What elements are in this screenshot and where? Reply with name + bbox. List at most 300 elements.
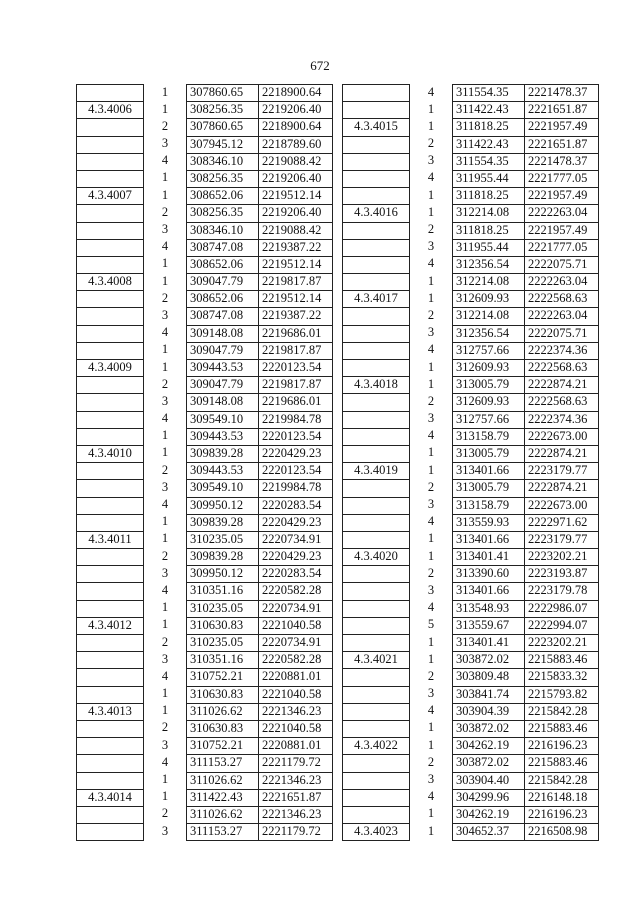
parcel-id-cell	[77, 806, 144, 823]
parcel-id-cell	[77, 772, 144, 789]
point-number-cell: 1	[161, 686, 169, 701]
y-coordinate-cell: 2222673.00	[525, 428, 599, 445]
x-coordinate-cell: 313559.67	[453, 617, 525, 634]
y-coordinate-cell: 2220429.23	[259, 549, 333, 566]
table-row	[77, 136, 333, 153]
table-row	[77, 342, 333, 359]
parcel-id-cell: 4.3.4018	[343, 377, 410, 394]
y-coordinate-cell: 2216148.18	[525, 789, 599, 806]
parcel-id-cell	[343, 480, 410, 497]
table-row	[343, 772, 599, 789]
y-coordinate-cell: 2215793.82	[525, 686, 599, 703]
x-coordinate-cell: 303872.02	[453, 755, 525, 772]
y-coordinate-cell: 2220283.54	[259, 497, 333, 514]
table-row	[77, 669, 333, 686]
point-number-cell: 1	[161, 101, 169, 116]
parcel-id-cell	[343, 85, 410, 102]
table-row	[343, 377, 599, 394]
x-coordinate-cell: 310351.16	[187, 652, 259, 669]
y-coordinate-cell: 2221957.49	[525, 188, 599, 205]
point-number-cell: 2	[427, 222, 435, 236]
x-coordinate-cell: 303904.40	[453, 772, 525, 789]
x-coordinate-cell: 313401.66	[453, 583, 525, 600]
x-coordinate-cell: 312757.66	[453, 411, 525, 428]
point-number-cell: 3	[427, 582, 435, 597]
parcel-id-cell	[343, 703, 410, 720]
parcel-id-cell: 4.3.4021	[343, 652, 410, 669]
parcel-id-cell	[343, 755, 410, 772]
point-number-cell: 2	[161, 806, 169, 821]
parcel-id-cell	[343, 686, 410, 703]
y-coordinate-cell: 2219686.01	[259, 394, 333, 411]
point-number-cell: 2	[161, 634, 169, 649]
point-number-cell: 2	[427, 668, 435, 683]
parcel-id-cell	[77, 119, 144, 136]
table-row	[77, 549, 333, 566]
table-row	[77, 806, 333, 823]
parcel-id-cell	[343, 274, 410, 291]
parcel-id-cell	[343, 669, 410, 686]
table-row	[77, 531, 333, 548]
table-row	[343, 256, 599, 273]
y-coordinate-cell: 2219387.22	[259, 308, 333, 325]
table-row	[343, 824, 599, 841]
parcel-id-cell	[343, 635, 410, 652]
x-coordinate-cell: 311818.25	[453, 119, 525, 136]
parcel-id-cell	[343, 566, 410, 583]
table-row	[77, 428, 333, 445]
x-coordinate-cell: 309443.53	[187, 463, 259, 480]
x-coordinate-cell: 312757.66	[453, 342, 525, 359]
table-row	[77, 170, 333, 187]
table-row	[343, 394, 599, 411]
point-number-cell: 3	[427, 411, 435, 426]
x-coordinate-cell: 313401.66	[453, 531, 525, 548]
parcel-id-cell	[343, 497, 410, 514]
table-row	[77, 686, 333, 703]
parcel-id-cell	[77, 377, 144, 394]
point-number-cell: 2	[161, 118, 169, 133]
parcel-id-cell	[343, 600, 410, 617]
table-row	[77, 188, 333, 205]
y-coordinate-cell: 2221651.87	[525, 102, 599, 119]
x-coordinate-cell: 309047.79	[187, 274, 259, 291]
table-row	[343, 188, 599, 205]
y-coordinate-cell: 2220429.23	[259, 514, 333, 531]
y-coordinate-cell: 2219206.40	[259, 170, 333, 187]
y-coordinate-cell: 2222874.21	[525, 445, 599, 462]
x-coordinate-cell: 311026.62	[187, 772, 259, 789]
x-coordinate-cell: 309839.28	[187, 514, 259, 531]
table-row	[343, 600, 599, 617]
table-row	[343, 549, 599, 566]
table-row	[77, 308, 333, 325]
x-coordinate-cell: 310630.83	[187, 686, 259, 703]
x-coordinate-cell: 303809.48	[453, 669, 525, 686]
x-coordinate-cell: 313559.93	[453, 514, 525, 531]
x-coordinate-cell: 311422.43	[453, 102, 525, 119]
y-coordinate-cell: 2223179.78	[525, 583, 599, 600]
parcel-id-cell	[77, 824, 144, 841]
y-coordinate-cell: 2221346.23	[259, 806, 333, 823]
point-number-cell: 3	[427, 325, 435, 340]
point-number-cell: 3	[427, 153, 435, 168]
table-row	[343, 669, 599, 686]
x-coordinate-cell: 304652.37	[453, 824, 525, 841]
y-coordinate-cell: 2219817.87	[259, 342, 333, 359]
table-row	[343, 325, 599, 342]
point-number-cell: 1	[427, 634, 435, 649]
parcel-id-cell	[77, 738, 144, 755]
y-coordinate-cell: 2222374.36	[525, 411, 599, 428]
parcel-id-cell	[343, 531, 410, 548]
parcel-id-cell: 4.3.4011	[77, 531, 144, 548]
y-coordinate-cell: 2222971.62	[525, 514, 599, 531]
y-coordinate-cell: 2219512.14	[259, 256, 333, 273]
point-number-cell: 4	[427, 703, 435, 718]
parcel-id-cell	[77, 497, 144, 514]
table-row	[343, 806, 599, 823]
parcel-id-cell	[77, 463, 144, 480]
point-number-cell: 1	[161, 445, 169, 460]
y-coordinate-cell: 2218900.64	[259, 85, 333, 102]
point-number-cell: 1	[427, 118, 435, 133]
y-coordinate-cell: 2222374.36	[525, 342, 599, 359]
y-coordinate-cell: 2218900.64	[259, 119, 333, 136]
table-row	[343, 635, 599, 652]
table-row	[343, 411, 599, 428]
x-coordinate-cell: 309443.53	[187, 428, 259, 445]
parcel-id-cell	[77, 291, 144, 308]
table-row	[343, 136, 599, 153]
x-coordinate-cell: 309549.10	[187, 411, 259, 428]
parcel-id-cell	[77, 136, 144, 153]
parcel-id-cell: 4.3.4010	[77, 445, 144, 462]
parcel-id-cell	[343, 360, 410, 377]
table-row	[77, 325, 333, 342]
point-number-cell: 3	[427, 686, 435, 701]
table-row	[77, 789, 333, 806]
x-coordinate-cell: 311818.25	[453, 188, 525, 205]
table-row	[343, 583, 599, 600]
point-number-cell: 2	[427, 479, 435, 494]
y-coordinate-cell: 2222075.71	[525, 256, 599, 273]
point-number-cell: 4	[161, 668, 169, 683]
parcel-id-cell	[343, 806, 410, 823]
point-number-cell: 1	[161, 428, 169, 443]
table-row	[343, 85, 599, 102]
x-coordinate-cell: 312214.08	[453, 308, 525, 325]
x-coordinate-cell: 311026.62	[187, 806, 259, 823]
y-coordinate-cell: 2220283.54	[259, 566, 333, 583]
point-number-cell: 1	[427, 290, 435, 305]
x-coordinate-cell: 303872.02	[453, 720, 525, 737]
table-row	[77, 463, 333, 480]
x-coordinate-cell: 313401.41	[453, 549, 525, 566]
page-number: 672	[310, 58, 330, 73]
parcel-id-cell	[77, 222, 144, 239]
table-row	[77, 635, 333, 652]
table-row	[343, 445, 599, 462]
table-row	[77, 824, 333, 841]
point-number-cell: 1	[161, 600, 169, 615]
point-number-cell: 4	[161, 325, 169, 340]
parcel-id-cell: 4.3.4019	[343, 463, 410, 480]
x-coordinate-cell: 308256.35	[187, 205, 259, 222]
parcel-id-cell	[77, 153, 144, 170]
parcel-id-cell	[77, 583, 144, 600]
parcel-id-cell	[343, 720, 410, 737]
y-coordinate-cell: 2221651.87	[525, 136, 599, 153]
x-coordinate-cell: 311153.27	[187, 824, 259, 841]
y-coordinate-cell: 2215842.28	[525, 703, 599, 720]
x-coordinate-cell: 312214.08	[453, 274, 525, 291]
parcel-id-cell: 4.3.4006	[77, 102, 144, 119]
x-coordinate-cell: 311955.44	[453, 170, 525, 187]
point-number-cell: 1	[427, 548, 435, 563]
parcel-id-cell	[77, 205, 144, 222]
point-number-cell: 4	[161, 497, 169, 511]
y-coordinate-cell: 2221777.05	[525, 239, 599, 256]
table-row	[343, 222, 599, 239]
point-number-cell: 3	[161, 823, 169, 838]
y-coordinate-cell: 2223193.87	[525, 566, 599, 583]
parcel-id-cell	[343, 256, 410, 273]
y-coordinate-cell: 2222994.07	[525, 617, 599, 634]
table-row	[343, 514, 599, 531]
point-number-cell: 1	[427, 359, 435, 374]
x-coordinate-cell: 311554.35	[453, 85, 525, 102]
point-number-cell: 3	[427, 239, 435, 254]
x-coordinate-cell: 304299.96	[453, 789, 525, 806]
x-coordinate-cell: 313158.79	[453, 497, 525, 514]
y-coordinate-cell: 2222874.21	[525, 377, 599, 394]
y-coordinate-cell: 2222568.63	[525, 360, 599, 377]
x-coordinate-cell: 309148.08	[187, 394, 259, 411]
table-row	[343, 360, 599, 377]
parcel-id-cell	[77, 652, 144, 669]
point-number-cell: 2	[161, 548, 169, 563]
parcel-id-cell	[343, 411, 410, 428]
parcel-id-cell	[343, 583, 410, 600]
x-coordinate-cell: 308652.06	[187, 291, 259, 308]
y-coordinate-cell: 2218789.60	[259, 136, 333, 153]
parcel-id-cell	[343, 342, 410, 359]
x-coordinate-cell: 304262.19	[453, 738, 525, 755]
point-number-cell: 1	[427, 737, 435, 752]
point-number-cell: 2	[427, 307, 435, 322]
y-coordinate-cell: 2220429.23	[259, 445, 333, 462]
point-number-cell: 4	[161, 411, 169, 426]
point-number-cell: 4	[161, 239, 169, 254]
table-row	[77, 411, 333, 428]
y-coordinate-cell: 2221040.58	[259, 617, 333, 634]
point-number-cell: 1	[161, 170, 169, 185]
point-number-cell: 4	[427, 84, 435, 99]
x-coordinate-cell: 309047.79	[187, 377, 259, 394]
y-coordinate-cell: 2222263.04	[525, 205, 599, 222]
point-number-cell: 4	[161, 153, 169, 168]
parcel-id-cell	[343, 325, 410, 342]
x-coordinate-cell: 304262.19	[453, 806, 525, 823]
table-row	[343, 531, 599, 548]
x-coordinate-cell: 312356.54	[453, 256, 525, 273]
table-row	[77, 755, 333, 772]
parcel-id-cell: 4.3.4009	[77, 360, 144, 377]
x-coordinate-cell: 309839.28	[187, 549, 259, 566]
x-coordinate-cell: 309443.53	[187, 360, 259, 377]
point-number-cell: 1	[427, 823, 435, 838]
x-coordinate-cell: 308652.06	[187, 188, 259, 205]
parcel-id-cell: 4.3.4007	[77, 188, 144, 205]
y-coordinate-cell: 2220123.54	[259, 428, 333, 445]
point-number-cell: 1	[427, 273, 435, 288]
table-row	[77, 102, 333, 119]
coordinates-table-right	[342, 84, 599, 841]
table-row	[77, 583, 333, 600]
point-number-cell: 3	[161, 393, 169, 408]
point-number-cell: 1	[161, 617, 169, 632]
y-coordinate-cell: 2222874.21	[525, 480, 599, 497]
x-coordinate-cell: 310630.83	[187, 617, 259, 634]
parcel-id-cell	[343, 136, 410, 153]
y-coordinate-cell: 2221957.49	[525, 119, 599, 136]
point-number-cell: 4	[427, 514, 435, 529]
x-coordinate-cell: 307860.65	[187, 119, 259, 136]
y-coordinate-cell: 2219206.40	[259, 102, 333, 119]
x-coordinate-cell: 303872.02	[453, 652, 525, 669]
parcel-id-cell	[343, 102, 410, 119]
y-coordinate-cell: 2220123.54	[259, 360, 333, 377]
y-coordinate-cell: 2221040.58	[259, 686, 333, 703]
table-row	[343, 308, 599, 325]
table-row	[343, 652, 599, 669]
y-coordinate-cell: 2223179.77	[525, 463, 599, 480]
table-row	[77, 377, 333, 394]
y-coordinate-cell: 2220582.28	[259, 583, 333, 600]
x-coordinate-cell: 311422.43	[453, 136, 525, 153]
table-row	[343, 239, 599, 256]
x-coordinate-cell: 312609.93	[453, 360, 525, 377]
x-coordinate-cell: 312609.93	[453, 394, 525, 411]
y-coordinate-cell: 2221179.72	[259, 755, 333, 772]
x-coordinate-cell: 310752.21	[187, 738, 259, 755]
table-row	[343, 566, 599, 583]
table-row	[77, 291, 333, 308]
x-coordinate-cell: 308652.06	[187, 256, 259, 273]
y-coordinate-cell: 2223202.21	[525, 635, 599, 652]
point-number-cell: 2	[161, 720, 169, 735]
y-coordinate-cell: 2219206.40	[259, 205, 333, 222]
table-row	[343, 291, 599, 308]
x-coordinate-cell: 308747.08	[187, 308, 259, 325]
table-row	[343, 686, 599, 703]
x-coordinate-cell: 310351.16	[187, 583, 259, 600]
x-coordinate-cell: 310235.05	[187, 531, 259, 548]
point-number-cell: 1	[427, 445, 435, 460]
x-coordinate-cell: 310235.05	[187, 600, 259, 617]
table-row	[343, 428, 599, 445]
table-row	[77, 153, 333, 170]
point-number-cell: 1	[161, 359, 169, 374]
parcel-id-cell	[343, 772, 410, 789]
y-coordinate-cell: 2219512.14	[259, 188, 333, 205]
x-coordinate-cell: 309047.79	[187, 342, 259, 359]
parcel-id-cell	[77, 549, 144, 566]
y-coordinate-cell: 2222568.63	[525, 291, 599, 308]
x-coordinate-cell: 308256.35	[187, 102, 259, 119]
y-coordinate-cell: 2221478.37	[525, 153, 599, 170]
y-coordinate-cell: 2219088.42	[259, 222, 333, 239]
x-coordinate-cell: 313005.79	[453, 377, 525, 394]
point-number-cell: 4	[161, 582, 169, 597]
y-coordinate-cell: 2215883.46	[525, 755, 599, 772]
table-row	[343, 170, 599, 187]
point-number-cell: 4	[427, 428, 435, 443]
y-coordinate-cell: 2222673.00	[525, 497, 599, 514]
parcel-id-cell	[343, 222, 410, 239]
x-coordinate-cell: 312356.54	[453, 325, 525, 342]
table-row	[343, 119, 599, 136]
y-coordinate-cell: 2221040.58	[259, 720, 333, 737]
x-coordinate-cell: 311554.35	[453, 153, 525, 170]
x-coordinate-cell: 311026.62	[187, 703, 259, 720]
x-coordinate-cell: 313401.66	[453, 463, 525, 480]
point-number-cell: 3	[161, 136, 169, 151]
table-row	[343, 617, 599, 634]
point-number-cell: 3	[161, 565, 169, 580]
point-number-cell: 2	[161, 376, 169, 391]
x-coordinate-cell: 310630.83	[187, 720, 259, 737]
table-row	[77, 119, 333, 136]
y-coordinate-cell: 2219817.87	[259, 274, 333, 291]
point-number-cell: 1	[161, 789, 169, 804]
y-coordinate-cell: 2216508.98	[525, 824, 599, 841]
parcel-id-cell: 4.3.4022	[343, 738, 410, 755]
point-number-cell: 3	[161, 479, 169, 494]
point-number-cell: 1	[161, 84, 169, 99]
y-coordinate-cell: 2221346.23	[259, 772, 333, 789]
parcel-id-cell	[343, 153, 410, 170]
table-row	[77, 514, 333, 531]
parcel-id-cell: 4.3.4017	[343, 291, 410, 308]
table-row	[77, 394, 333, 411]
parcel-id-cell	[343, 617, 410, 634]
x-coordinate-cell: 311422.43	[187, 789, 259, 806]
point-number-cell: 3	[427, 497, 435, 511]
y-coordinate-cell: 2220734.91	[259, 531, 333, 548]
point-number-cell: 2	[161, 204, 169, 219]
x-coordinate-cell: 308346.10	[187, 222, 259, 239]
table-row	[77, 600, 333, 617]
table-row	[343, 755, 599, 772]
parcel-id-cell	[77, 239, 144, 256]
parcel-id-cell	[343, 308, 410, 325]
parcel-id-cell	[77, 566, 144, 583]
point-number-cell: 2	[161, 290, 169, 305]
table-row	[77, 85, 333, 102]
table-row	[77, 497, 333, 514]
parcel-id-cell	[343, 445, 410, 462]
x-coordinate-cell: 310752.21	[187, 669, 259, 686]
point-number-cell: 3	[161, 307, 169, 322]
point-number-cell: 1	[161, 772, 169, 786]
point-number-cell: 1	[161, 273, 169, 288]
parcel-id-cell	[343, 428, 410, 445]
point-number-cell: 1	[427, 651, 435, 666]
point-number-cell: 4	[427, 170, 435, 185]
x-coordinate-cell: 310235.05	[187, 635, 259, 652]
